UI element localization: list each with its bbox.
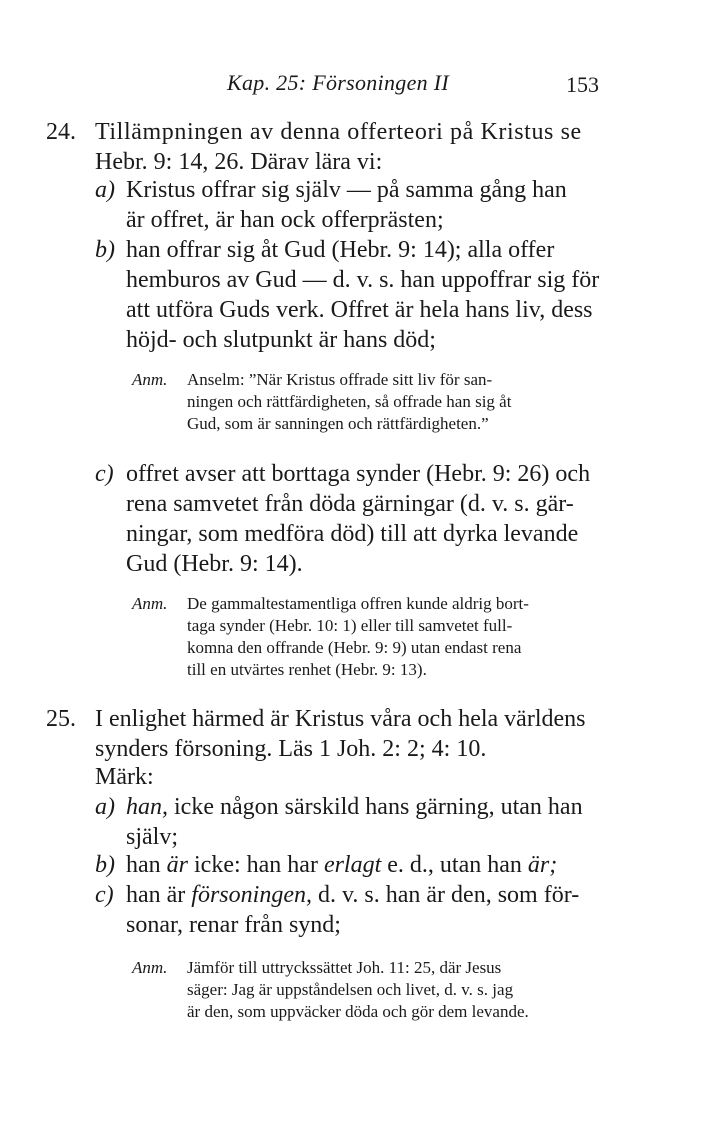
item-c-line-1: offret avser att borttaga synder (Hebr. 9: 26) och: [126, 461, 591, 487]
item-25b-emphasis-1: är: [166, 852, 188, 878]
item-25c-emphasis: försoningen,: [191, 882, 312, 908]
item-b-line-2: hemburos av Gud — d. v. s. han uppoffrar sig för: [126, 267, 600, 293]
item-25a-rest: icke någon särskild hans gärning, utan han: [168, 794, 583, 820]
item-b-marker: b): [95, 237, 115, 263]
note-1-line-3: Gud, som är sanningen och rättfärdigheten.”: [187, 414, 489, 433]
section-25-line-2: synders försoning. Läs 1 Joh. 2: 2; 4: 10.: [95, 736, 487, 762]
item-25b-line: [126, 850, 557, 880]
note-2-line-3: komna den offrande (Hebr. 9: 9) utan endast rena: [187, 638, 522, 657]
item-c-line-2: rena samvetet från döda gärningar (d. v. s. gär-: [126, 491, 574, 517]
item-c-line-4: Gud (Hebr. 9: 14).: [126, 551, 303, 577]
section-25-line-3: Märk:: [95, 764, 154, 790]
note-3-line-3: är den, som uppväcker döda och gör dem levande.: [187, 1002, 529, 1021]
item-25a-line-1: [126, 792, 583, 822]
item-25b-part-3: e. d., utan han: [381, 852, 528, 878]
item-b-line-1: han offrar sig åt Gud (Hebr. 9: 14); alla offer: [126, 237, 555, 263]
note-2-line-2: taga synder (Hebr. 10: 1) eller till samvetet full-: [187, 616, 513, 635]
item-25b-part-1: han: [126, 852, 167, 878]
item-c-marker: c): [95, 461, 114, 487]
running-title: Kap. 25: Försoningen II: [227, 70, 449, 95]
item-25a-marker: a): [95, 794, 115, 820]
note-2-line-1: De gammaltestamentliga offren kunde aldrig bort-: [187, 594, 529, 613]
note-1-line-1: Anselm: ”När Kristus offrade sitt liv för san-: [187, 370, 493, 389]
item-25c-line-2: sonar, renar från synd;: [126, 912, 341, 938]
section-24-number: 24.: [46, 119, 76, 145]
item-a-line-2: är offret, är han ock offerprästen;: [126, 207, 444, 233]
item-25c-part-2: d. v. s. han är den, som för-: [311, 882, 580, 908]
item-b-line-3: att utföra Guds verk. Offret är hela hans liv, dess: [126, 297, 593, 323]
item-25b-emphasis-3: är;: [527, 852, 558, 878]
section-24-line-2: Hebr. 9: 14, 26. Därav lära vi:: [95, 149, 383, 175]
note-3-line-2: säger: Jag är uppståndelsen och livet, d. v. s. jag: [187, 980, 514, 999]
item-25b-part-2: icke: han har: [188, 852, 324, 878]
item-25c-line-1: [126, 880, 579, 910]
item-a-marker: a): [95, 177, 115, 203]
note-2-label: Anm.: [132, 594, 168, 613]
note-2-line-4: till en utvärtes renhet (Hebr. 9: 13).: [187, 660, 427, 679]
note-1-line-2: ningen och rättfärdigheten, så offrade han sig åt: [187, 392, 512, 411]
section-25-line-1: I enlighet härmed är Kristus våra och hela världens: [95, 706, 586, 732]
item-25c-marker: c): [95, 882, 114, 908]
note-1-label: Anm.: [132, 370, 168, 389]
item-25a-line-2: själv;: [126, 824, 178, 850]
note-3-label: Anm.: [132, 958, 168, 977]
note-3-line-1: Jämför till uttryckssättet Joh. 11: 25, där Jesus: [187, 958, 502, 977]
item-25b-emphasis-2: erlagt: [323, 852, 382, 878]
item-25b-marker: b): [95, 852, 115, 878]
item-25c-part-1: han är: [126, 882, 192, 908]
item-c-line-3: ningar, som medföra död) till att dyrka levande: [126, 521, 579, 547]
item-25a-emphasis: han,: [126, 794, 168, 820]
item-b-line-4: höjd- och slutpunkt är hans död;: [126, 327, 436, 353]
item-a-line-1: Kristus offrar sig själv — på samma gång han: [126, 177, 567, 203]
page-number: 153: [566, 72, 599, 97]
section-24-line-1: Tillämpningen av denna offerteori på Kristus se: [95, 119, 582, 145]
section-25-number: 25.: [46, 706, 76, 732]
